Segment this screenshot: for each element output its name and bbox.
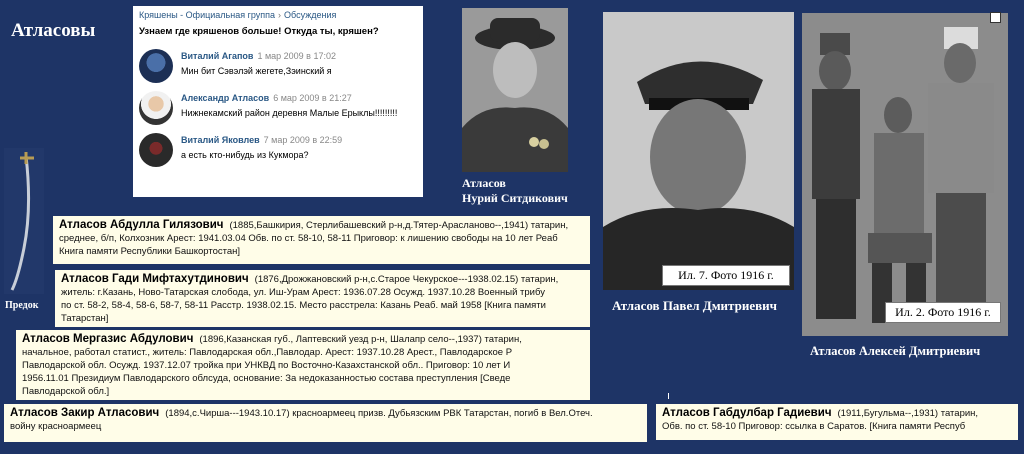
record-text-line: житель: г.Казань, Ново-Татарская слобода, ул. Иш-Урам Арест: 1936.07.28 Осужд. 1937.10.28 Военный трибу: [61, 287, 545, 298]
record-text-line: начальное, работал статист., житель: Павлодарская обл.,Павлодар. Арест: 1937.10.28 Арест., Павлодарское Р: [22, 347, 513, 358]
photo-caption-aleksey: Атласов Алексей Дмитриевич: [810, 344, 981, 358]
discussion-post: [139, 133, 417, 169]
record-birth-info: (1911,Бугульма--,1931) татарин,: [837, 408, 979, 419]
record-name: Атласов Закир Атласович: [10, 407, 160, 419]
record-birth-info: (1876,Дрожжановский р-н,с.Старое Чекурское---1938.02.15) татарин,: [254, 274, 559, 285]
record-birth-info: (1896,Казанская губ., Лаптевский уезд р-н, Шалапр село--,1937) татарин,: [199, 334, 522, 345]
portrait-photo-nuriy: [462, 8, 568, 172]
breadcrumb: [139, 10, 417, 20]
record-text-line: Павлодарской обл.]: [22, 386, 110, 397]
breadcrumb-separator: ›: [278, 10, 282, 20]
post-text: Мин бит Сэвэлэй жегете,Зэинский я: [181, 66, 332, 76]
discussion-post: [139, 91, 417, 127]
post-author-link[interactable]: Александр Атласов: [181, 93, 270, 103]
record-name: Атласов Абдулла Гилязович: [59, 219, 224, 231]
post-date: 7 мар 2009 в 22:59: [263, 135, 343, 145]
avatar[interactable]: [139, 133, 173, 167]
record-card: [4, 404, 647, 442]
portrait-photo-pavel: [603, 12, 794, 290]
record-text-line: Татарстан]: [61, 313, 109, 324]
post-text: Нижнекамский район деревня Малые Ерыклы!!!!!!!!!: [181, 108, 398, 118]
sabre-image: [4, 148, 44, 294]
post-date: 1 мар 2009 в 17:02: [257, 51, 336, 61]
record-card: [656, 404, 1018, 440]
record-text-line: 1956.11.01 Президиум Павлодарского облсуда, основание: За недоказанностью состава преступления [Сведе: [22, 373, 511, 384]
record-name: Атласов Гади Мифтахутдинович: [61, 273, 249, 285]
photo-caption-pavel: Атласов Павел Дмитриевич: [612, 298, 777, 313]
record-card: [53, 216, 590, 264]
predok-label: Предок: [5, 300, 39, 311]
group-photo-aleksey: [802, 13, 1008, 336]
post-text: а есть кто-нибудь из Кукмора?: [181, 150, 309, 160]
post-author-link[interactable]: Виталий Яковлев: [181, 135, 260, 145]
post-date: 6 мар 2009 в 21:27: [273, 93, 352, 103]
record-card: [55, 270, 590, 327]
record-text-line: Книга памяти Республики Башкортостан]: [59, 246, 241, 257]
photo-caption-nuriy-line1: Атласов: [462, 176, 506, 190]
record-text-line: войну красноармеец: [10, 421, 102, 432]
record-text-line: Павлодарской обл. Осужд. 1937.12.07 тройка при УНКВД по Восточно-Казахстанской обл.. Приговор: 10 лет И: [22, 360, 511, 371]
photo-caption-nuriy-line2: Нурий Ситдикович: [462, 191, 568, 205]
illustration-caption-pavel: Ил. 7. Фото 1916 г.: [662, 265, 790, 286]
record-text-line: по ст. 58-2, 58-4, 58-6, 58-7, 58-11 Расстр. 1938.02.15. Место расстрела: Казань Реаб. май 1958 [Книга памяти: [61, 300, 546, 311]
record-text-line: среднее, б/п, Колхозник Арест: 1941.03.04 Обв. по ст. 58-10, 58-11 Приговор: к лишению свободы на 10 лет Реаб: [59, 233, 558, 244]
vk-discussion-panel: [133, 6, 423, 197]
record-text-line: Обв. по ст. 58-10 Приговор: ссылка в Саратов. [Книга памяти Респуб: [662, 421, 966, 432]
avatar[interactable]: [139, 91, 173, 125]
record-name: Атласов Габдулбар Гадиевич: [662, 407, 832, 419]
record-name: Атласов Мергазис Абдулович: [22, 333, 194, 345]
record-birth-info: (1885,Башкирия, Стерлибашевский р-н,д.Тятер-Арасланово--,1941) татарин,: [229, 220, 569, 231]
page-title: Атласовы: [11, 20, 96, 41]
discussion-topic-title: Узнаем где кряшенов больше! Откуда ты, кряшен?: [139, 26, 379, 37]
record-birth-info: (1894,с.Чирша---1943.10.17) красноармеец призв. Дубьязским РВК Татарстан, погиб в Вел.Отеч.: [165, 408, 593, 419]
divider-tick: [668, 393, 669, 399]
post-author-link[interactable]: Виталий Агапов: [181, 51, 254, 61]
record-card: [16, 330, 590, 400]
breadcrumb-group-link[interactable]: Кряшены - Официальная группа: [139, 10, 276, 20]
avatar[interactable]: [139, 49, 173, 83]
corner-marker: [990, 12, 1001, 23]
illustration-caption-aleksey: Ил. 2. Фото 1916 г.: [885, 302, 1001, 323]
breadcrumb-section-link[interactable]: Обсуждения: [284, 10, 337, 20]
discussion-post: [139, 49, 417, 85]
